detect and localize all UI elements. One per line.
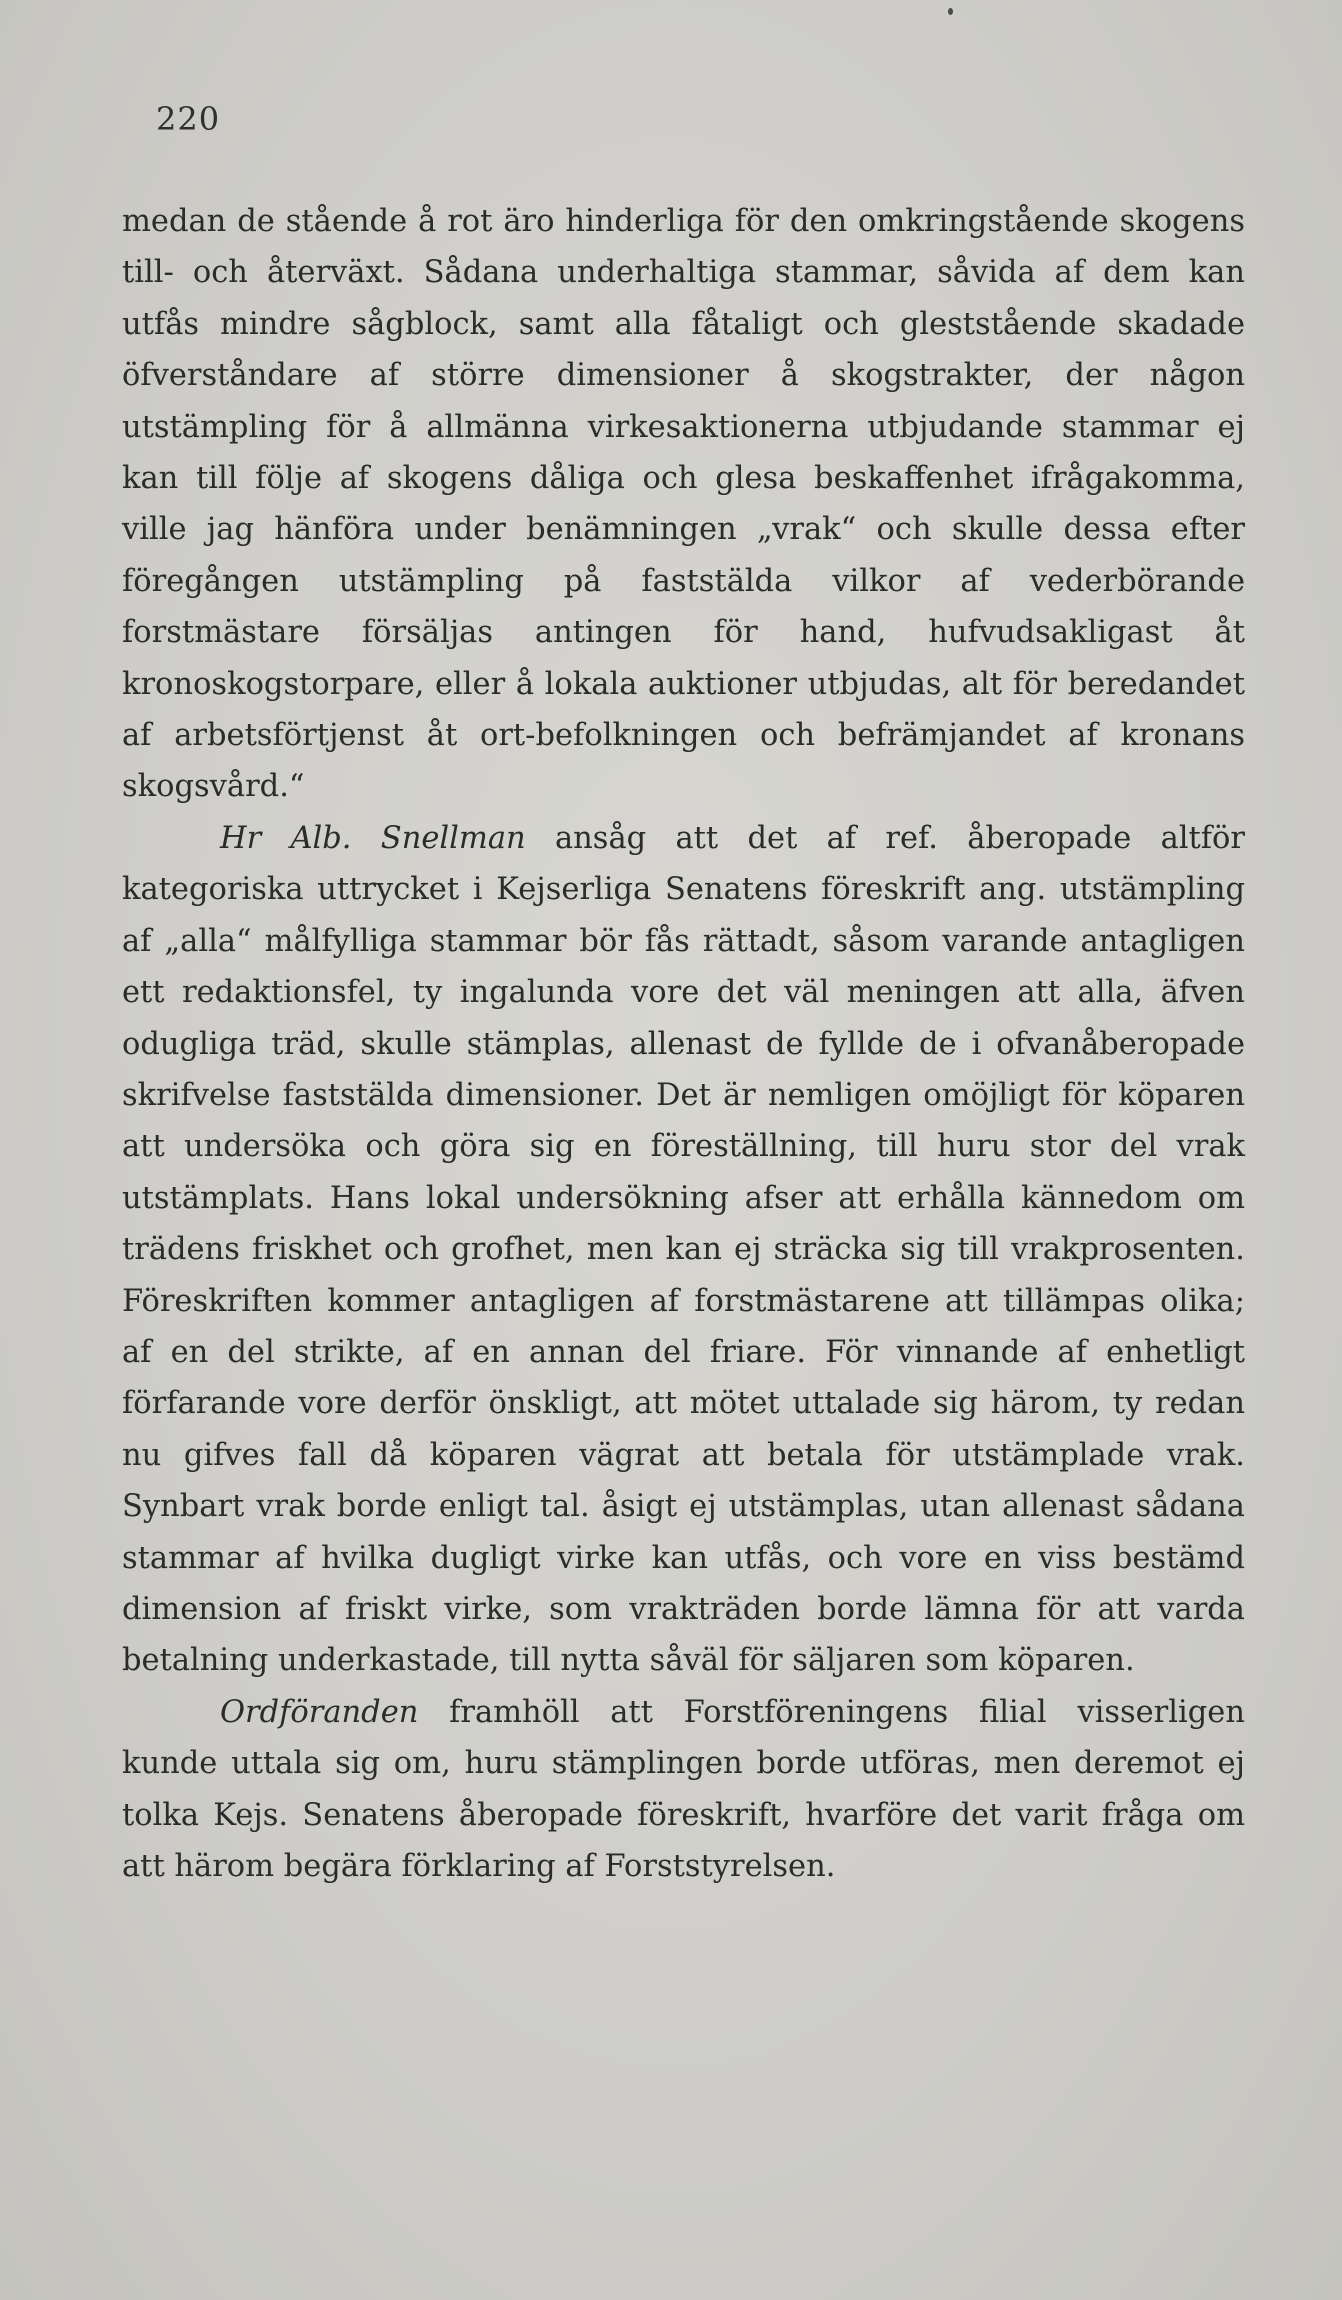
paragraph-1 [122,196,1245,813]
body-text [122,196,1245,1892]
paragraph-text: ansåg att det af ref. åberopade altför kategoriska uttrycket i Kejserliga Senatens föreskrift ang. utstämpling af „alla“ målfylliga stammar bör fås rättadt, såsom varande antagligen ett redaktionsfel, ty ingalunda vore det väl meningen att alla, äfven odugliga träd, skulle stämplas, allenast de fyllde de i ofvanåberopade skrifvelse faststälda dimensioner. Det är nemligen omöjligt för köparen att undersöka och göra sig en föreställning, till huru stor del vrak utstämplats. Hans lokal undersökning afser att erhålla kännedom om trädens friskhet och grofhet, men kan ej sträcka sig till vrakprosenten. Föreskriften kommer antagligen af forstmästarene att tillämpas olika; af en del strikte, af en annan del friare. För vinnande af enhetligt förfarande vore derför önskligt, att mötet uttalade sig härom, ty redan nu gifves fall då köparen vägrat att betala för utstämplade vrak. Synbart vrak borde enligt tal. åsigt ej utstämplas, utan allenast sådana stammar af hvilka dugligt virke kan utfås, och vore en viss bestämd dimension af friskt virke, som vrakträden borde lämna för att varda betalning underkastade, till nytta såväl för säljaren som köparen. [122,820,1245,1679]
paragraph-text: framhöll att Forstföreningens filial visserligen kunde uttala sig om, huru stämplingen borde utföras, men deremot ej tolka Kejs. Senatens åberopade föreskrift, hvarföre det varit fråga om att härom begära förklaring af Forststyrelsen. [122,1694,1245,1884]
ink-speck [948,8,953,15]
speaker-name: Ordföranden [220,1694,419,1730]
paragraph-text: medan de stående å rot äro hinderliga för den omkringstående skogens till- och återväxt. Sådana underhaltiga stammar, såvida af dem kan utfås mindre sågblock, samt alla fåtaligt och gleststående skadade öfverståndare af större dimensioner å skogstrakter, der någon utstämpling för å allmänna virkesaktionerna utbjudande stammar ej kan till följe af skogens dåliga och glesa beskaffenhet ifrågakomma, ville jag hänföra under benämningen „vrak“ och skulle dessa efter föregången utstämpling på faststälda vilkor af vederbörande forstmästare försäljas antingen för hand, hufvudsakligast åt kronoskogstorpare, eller å lokala auktioner utbjudas, alt för beredandet af arbetsförtjenst åt ort-befolkningen och befrämjandet af kronans skogsvård.“ [122,204,1245,805]
page-number: 220 [156,100,221,138]
paragraph-2 [122,813,1245,1687]
speaker-name: Hr Alb. Snellman [220,820,526,856]
paragraph-3 [122,1687,1245,1893]
